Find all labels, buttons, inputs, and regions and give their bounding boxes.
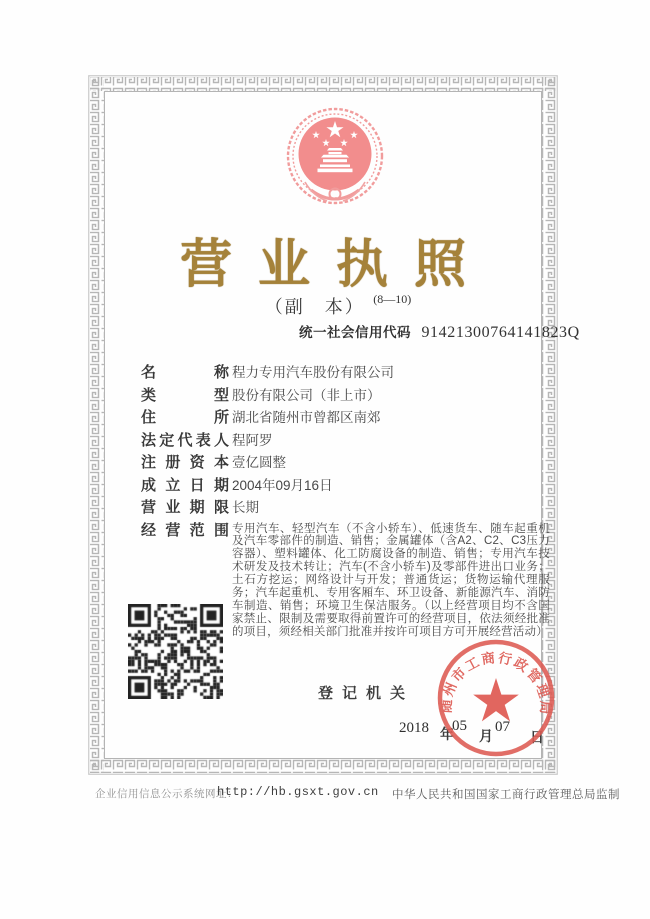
field-value: 程力专用汽车股份有限公司 [232,365,394,380]
license-title: 营业执照 [179,236,492,294]
field-row-legal-representative [141,433,551,448]
seal-text: 随州市工商行政管理局 [438,650,554,717]
field-value: 长期 [232,500,259,515]
field-row-address [141,410,551,425]
registration-authority-label: 登记机关 [318,685,415,702]
field-row-registered-capital [141,455,551,470]
field-row-business-term [141,500,551,515]
issue-date-year: 2018 [399,720,429,736]
national-emblem-icon [283,104,387,216]
field-value: 股份有限公司（非上市） [232,387,381,403]
field-row-establish-date [141,478,551,493]
field-value: 程阿罗 [232,432,273,448]
issue-date-year-unit: 年 [440,726,454,742]
qr-code [128,604,223,699]
license-subtitle: （副 本） [264,297,365,317]
field-label: 名称 [141,364,229,381]
footer-site-label: 企业信用信息公示系统网址： [95,788,238,800]
field-row-name [141,365,551,380]
field-label: 类型 [141,386,229,404]
credit-code-line [299,321,580,342]
field-label: 住所 [141,409,229,426]
footer-issuer: 中华人民共和国国家工商行政管理总局监制 [392,789,620,801]
field-label: 营业期限 [141,499,229,516]
credit-code-label: 统一社会信用代码 [299,325,411,340]
credit-code-value: 91421300764141823Q [421,324,580,341]
field-value: 壹亿圆整 [232,455,286,470]
field-value: 专用汽车、轻型汽车（不含小轿车）、低速货车、随车起重机及汽车零部件的制造、销售；金属罐体（含A2、C2、C3压力容器）、塑料罐体、化工防腐设备的制造、销售；专用汽车技术研发及技术转让；汽车(不含小轿车)及零部件进出口业务；土石方挖运；网络设计与开发；普通货运；货物运输代理服务；汽车起重机、专用客厢车、环卫设备、新能源汽车、消防车制造、销售；环境卫生保洁服务。（以上经营项目均不含国家禁止、限制及需要取得前置许可的经营项目，依法须经批准的项目，须经相关部门批准并按许可项目方可开展经营活动） [232,522,550,638]
official-seal [434,636,558,760]
seal-star-icon [473,678,519,721]
field-row-type [141,388,551,403]
copy-number: (8—10) [373,292,412,306]
issue-date-month-unit: 月 [479,728,493,744]
field-value: 2004年09月16日 [232,477,333,493]
field-label: 经营范围 [141,521,229,539]
field-value: 湖北省随州市曾都区南郊 [232,410,381,425]
issue-date-day: 07 [495,719,510,735]
footer-site-url: http://hb.gsxt.gov.cn [217,785,379,799]
field-label: 注册资本 [141,454,229,471]
issue-date-month: 05 [452,718,467,734]
field-label: 成立日期 [141,476,229,494]
field-label: 法定代表人 [141,431,229,449]
issue-date-day-unit: 日 [530,729,544,745]
license-subtitle-row [88,292,558,319]
